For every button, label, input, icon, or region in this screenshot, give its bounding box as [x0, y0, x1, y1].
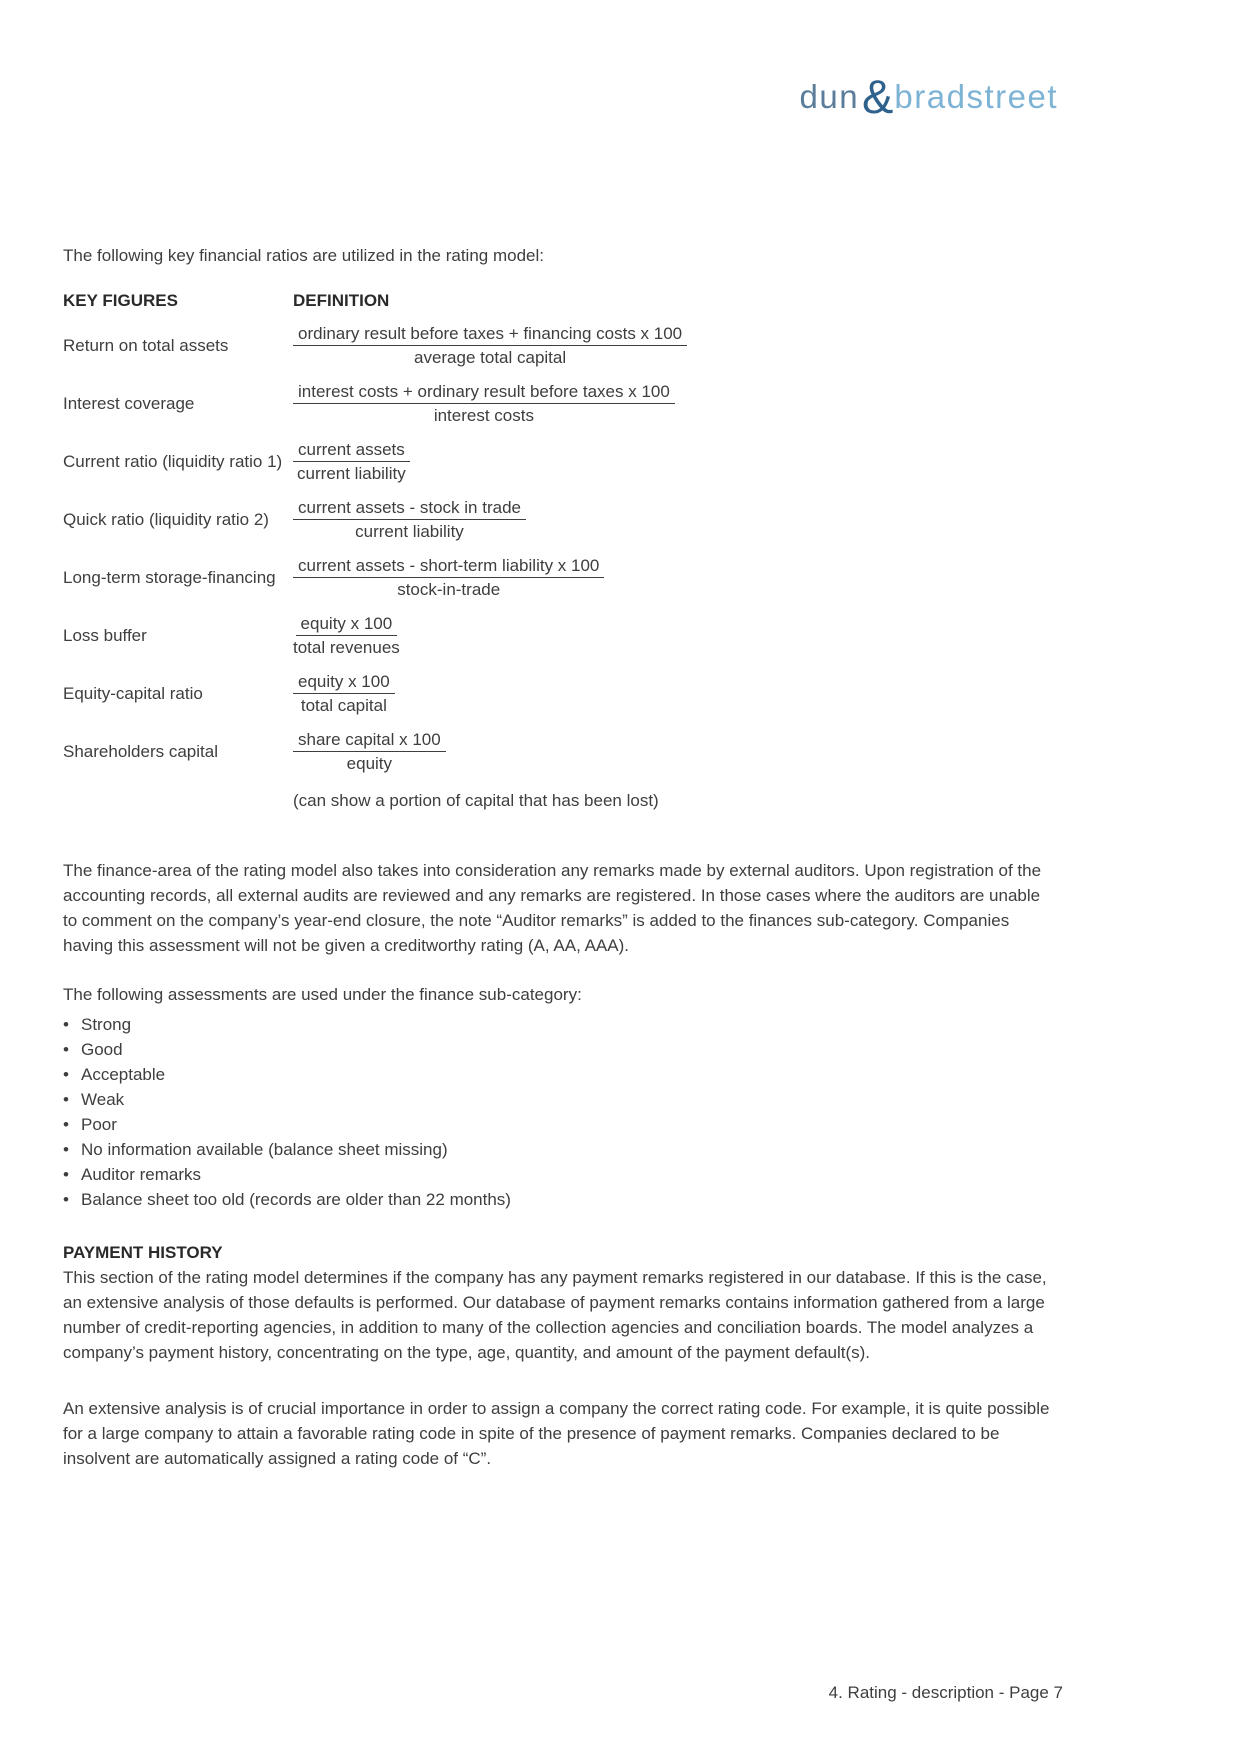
table-row	[63, 614, 1058, 658]
list-item	[63, 1187, 1058, 1212]
table-row	[63, 440, 1058, 484]
list-item-label: Poor	[81, 1115, 117, 1134]
definition-fraction	[293, 614, 400, 658]
fraction-numerator: equity x 100	[296, 614, 398, 636]
fraction-numerator: current assets	[293, 440, 410, 462]
list-item-label: Good	[81, 1040, 123, 1059]
payment-history-paragraph-1: This section of the rating model determines if the company has any payment remarks registered in our database. If this is the case, an extensive analysis of those defaults is performed. Our database of payment remarks contains information gathered from a large number of credit-reporting agencies, in addition to many of the collection agencies and conciliation boards. The model analyzes a company’s payment history, concentrating on the type, age, quantity, and amount of the payment default(s).	[63, 1268, 1047, 1362]
definition-fraction	[293, 498, 526, 542]
payment-history-paragraph-2: An extensive analysis is of crucial importance in order to assign a company the correct rating code. For example, it is quite possible for a large company to attain a favorable rating code in spite of the presence of payment remarks. Companies declared to be insolvent are automatically assigned a rating code of “C”.	[63, 1399, 1050, 1468]
definition-fraction	[293, 382, 675, 426]
table-row	[63, 498, 1058, 542]
list-item	[63, 1087, 1058, 1112]
row-label: Interest coverage	[63, 394, 195, 413]
list-item	[63, 1012, 1058, 1037]
list-item-label: Auditor remarks	[81, 1165, 201, 1184]
fraction-numerator: share capital x 100	[293, 730, 446, 752]
dun-bradstreet-logo	[63, 0, 1058, 127]
fraction-denominator: stock-in-trade	[397, 580, 501, 599]
definition-fraction	[293, 730, 446, 774]
key-figures-header: KEY FIGURES	[63, 291, 178, 310]
list-item-label: Balance sheet too old (records are older than 22 months)	[81, 1190, 511, 1209]
bullet-icon: •	[63, 1140, 69, 1159]
finance-paragraph: The finance-area of the rating model also takes into consideration any remarks made by external auditors. Upon registration of the accounting records, all external audits are reviewed and any remarks are registered. In those cases where the auditors are unable to comment on the company’s year-end closure, the note “Auditor remarks” is added to the finances sub-category. Companies having this assessment will not be given a creditworthy rating (A, AA, AAA).	[63, 861, 1042, 955]
key-figures-table	[63, 324, 1058, 774]
page-footer: 4. Rating - description - Page 7	[828, 1683, 1063, 1702]
intro-line: The following key financial ratios are utilized in the rating model:	[63, 246, 544, 265]
bullet-icon: •	[63, 1090, 69, 1109]
fraction-numerator: current assets - stock in trade	[293, 498, 526, 520]
list-item-label: Strong	[81, 1015, 132, 1034]
definition-fraction	[293, 324, 687, 368]
fraction-numerator: interest costs + ordinary result before taxes x 100	[293, 382, 675, 404]
logo-text-dun: dun	[799, 78, 860, 115]
table-row	[63, 382, 1058, 426]
fraction-denominator: total capital	[300, 696, 387, 715]
definition-header: DEFINITION	[293, 291, 390, 310]
list-item	[63, 1037, 1058, 1062]
bullet-icon: •	[63, 1065, 69, 1084]
table-row	[63, 556, 1058, 600]
bullet-icon: •	[63, 1190, 69, 1209]
bullet-icon: •	[63, 1015, 69, 1034]
shareholders-capital-note: (can show a portion of capital that has been lost)	[293, 791, 659, 810]
table-row	[63, 730, 1058, 774]
fraction-denominator: current liability	[355, 522, 464, 541]
fraction-denominator: interest costs	[433, 406, 534, 425]
row-label: Shareholders capital	[63, 742, 218, 761]
row-label: Equity-capital ratio	[63, 684, 203, 703]
definition-fraction	[293, 672, 395, 716]
list-item	[63, 1162, 1058, 1187]
bullet-icon: •	[63, 1165, 69, 1184]
list-item	[63, 1062, 1058, 1087]
list-item	[63, 1112, 1058, 1137]
definition-fraction	[293, 440, 410, 484]
fraction-denominator: current liability	[297, 464, 406, 483]
fraction-numerator: current assets - short-term liability x 100	[293, 556, 604, 578]
fraction-denominator: equity	[346, 754, 393, 773]
row-label: Return on total assets	[63, 336, 229, 355]
payment-history-heading: PAYMENT HISTORY	[63, 1243, 223, 1262]
table-row	[63, 324, 1058, 368]
logo-ampersand-icon: &	[862, 70, 894, 123]
table-row	[63, 672, 1058, 716]
page-content	[63, 0, 1058, 1471]
row-label: Loss buffer	[63, 626, 147, 645]
table-header-row	[63, 291, 1058, 311]
list-item	[63, 1137, 1058, 1162]
list-item-label: Weak	[81, 1090, 125, 1109]
logo-text-bradstreet: bradstreet	[894, 78, 1058, 115]
row-label: Long-term storage-financing	[63, 568, 276, 587]
assessments-list	[63, 1012, 1058, 1212]
row-label: Current ratio (liquidity ratio 1)	[63, 452, 283, 471]
assessments-intro: The following assessments are used under the finance sub-category:	[63, 985, 582, 1004]
definition-fraction	[293, 556, 604, 600]
bullet-icon: •	[63, 1040, 69, 1059]
list-item-label: No information available (balance sheet missing)	[81, 1140, 448, 1159]
fraction-denominator: average total capital	[413, 348, 567, 367]
list-item-label: Acceptable	[81, 1065, 166, 1084]
fraction-numerator: ordinary result before taxes + financing costs x 100	[293, 324, 687, 346]
fraction-numerator: equity x 100	[293, 672, 395, 694]
bullet-icon: •	[63, 1115, 69, 1134]
fraction-denominator: total revenues	[293, 638, 400, 657]
row-label: Quick ratio (liquidity ratio 2)	[63, 510, 269, 529]
